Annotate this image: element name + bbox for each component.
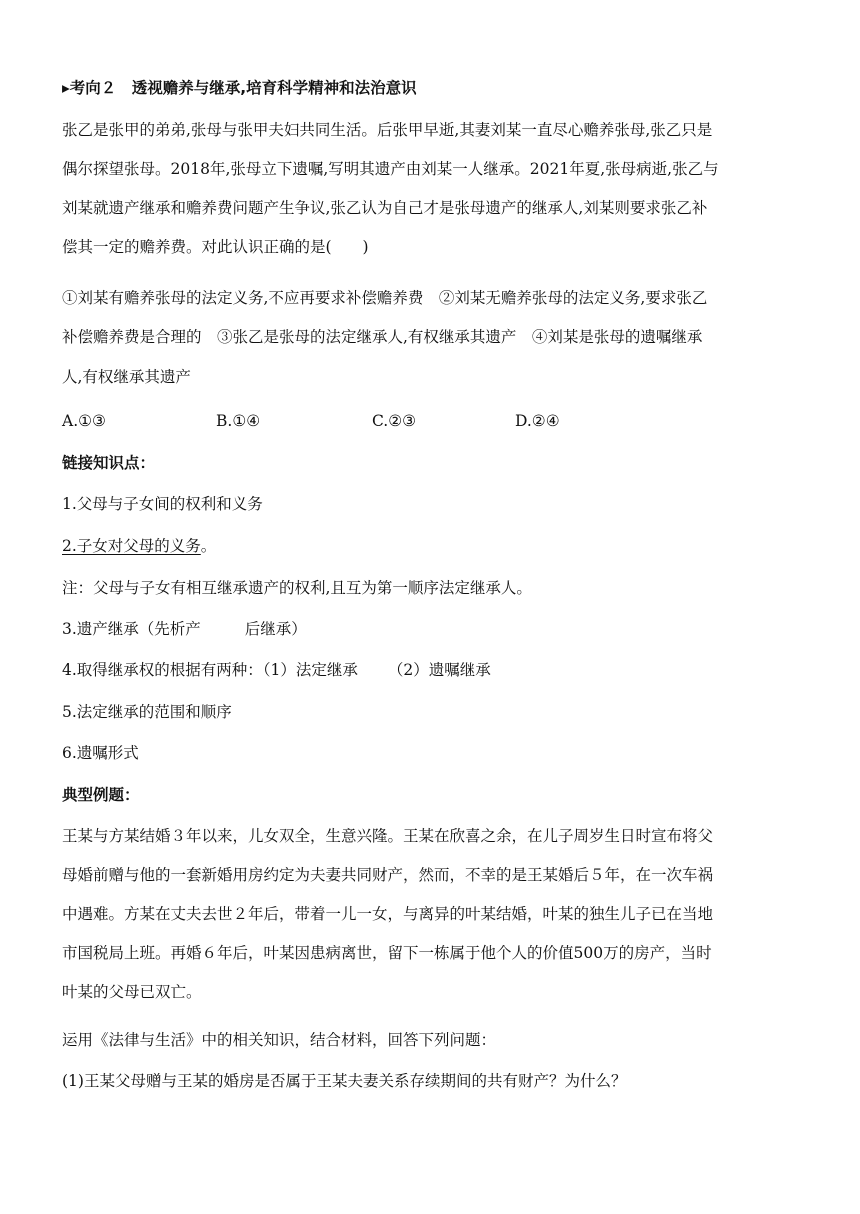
knowledge-item: 6.遗嘱形式 bbox=[62, 744, 139, 762]
example-line: 中遇难。方某在丈夫去世２年后，带着一儿一女，与离异的叶某结婚，叶某的独生儿子已在当地 bbox=[62, 905, 714, 923]
statement-line: ①刘某有赡养张母的法定义务,不应再要求补偿赡养费 ②刘某无赡养张母的法定义务,要求张乙 bbox=[62, 289, 708, 307]
question-line: 偿其一定的赡养费。对此认识正确的是( ) bbox=[62, 238, 369, 256]
knowledge-item: 1.父母与子女间的权利和义务 bbox=[62, 495, 263, 513]
statement-line: 补偿赡养费是合理的 ③张乙是张母的法定继承人,有权继承其遗产 ④刘某是张母的遗嘱继承 bbox=[62, 328, 703, 346]
knowledge-item-part: （2）遗嘱继承 bbox=[387, 661, 491, 679]
knowledge-item-punct: 。 bbox=[200, 537, 217, 555]
knowledge-item bbox=[62, 660, 491, 680]
knowledge-item-part: 3.遗产继承（先析产 bbox=[62, 620, 201, 638]
knowledge-item bbox=[62, 619, 307, 639]
example-line: 母婚前赠与他的一套新婚用房约定为夫妻共同财产，然而，不幸的是王某婚后５年，在一次车祸 bbox=[62, 866, 714, 884]
question-line: 张乙是张甲的弟弟,张母与张甲夫妇共同生活。后张甲早逝,其妻刘某一直尽心赡养张母,张乙只是 bbox=[62, 121, 713, 139]
question-line: 刘某就遗产继承和赡养费问题产生争议,张乙认为自己才是张母遗产的继承人,刘某则要求张乙补 bbox=[62, 199, 708, 217]
example-instruction: 运用《法律与生活》中的相关知识，结合材料，回答下列问题： bbox=[62, 1031, 497, 1049]
section-heading: ▸考向２ 透视赡养与继承,培育科学精神和法治意识 bbox=[62, 79, 417, 97]
option-d[interactable]: D.②④ bbox=[515, 412, 560, 430]
example-question-1: (1)王某父母赠与王某的婚房是否属于王某夫妻关系存续期间的共有财产？为什么？ bbox=[62, 1072, 627, 1090]
knowledge-title: 链接知识点： bbox=[62, 454, 156, 472]
knowledge-note: 注：父母与子女有相互继承遗产的权利,且互为第一顺序法定继承人。 bbox=[62, 579, 532, 597]
knowledge-item-part: 4.取得继承权的根据有两种：（1）法定继承 bbox=[62, 661, 358, 679]
knowledge-item: 5.法定继承的范围和顺序 bbox=[62, 703, 232, 721]
example-line: 叶某的父母已双亡。 bbox=[62, 983, 202, 1001]
option-b[interactable]: B.①④ bbox=[216, 412, 261, 430]
example-title: 典型例题： bbox=[62, 786, 140, 804]
option-c[interactable]: C.②③ bbox=[372, 412, 417, 430]
knowledge-item bbox=[62, 536, 216, 556]
option-a[interactable]: A.①③ bbox=[62, 412, 106, 430]
knowledge-item-part: 后继承） bbox=[244, 620, 307, 638]
question-line: 偶尔探望张母。2018年,张母立下遗嘱,写明其遗产由刘某一人继承。2021年夏,张母病逝,张乙与 bbox=[62, 160, 719, 178]
example-line: 王某与方某结婚３年以来，儿女双全，生意兴隆。王某在欣喜之余，在儿子周岁生日时宣布将父 bbox=[62, 827, 714, 845]
statement-line: 人,有权继承其遗产 bbox=[62, 368, 191, 386]
knowledge-item-underlined: 2.子女对父母的义务 bbox=[62, 537, 201, 555]
example-line: 市国税局上班。再婚６年后，叶某因患病离世，留下一栋属于他个人的价值500万的房产，当时 bbox=[62, 944, 712, 962]
